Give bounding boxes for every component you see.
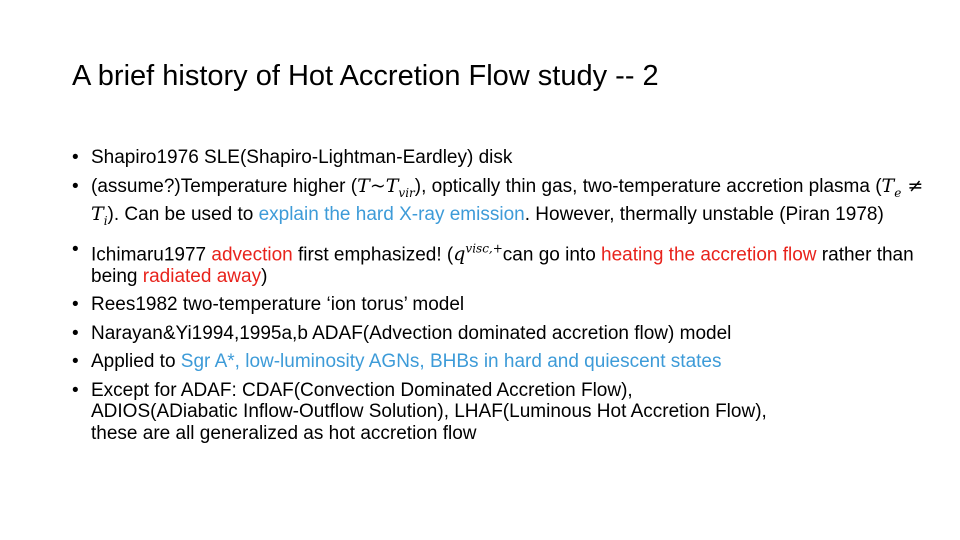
math-subscript: e	[894, 185, 902, 200]
math-superscript: visc,+	[465, 242, 503, 257]
bullet-line: Except for ADAF: CDAF(Convection Dominated Accretion Flow),	[91, 379, 633, 401]
math-symbol: T	[357, 174, 370, 197]
bullet-ichimaru	[72, 239, 932, 287]
math-operator: ~	[369, 174, 386, 197]
bullet-text: rather than being	[91, 244, 914, 287]
bullet-applied	[72, 351, 932, 373]
bullet-text: )	[261, 265, 268, 287]
math-t-sim-tvir	[357, 174, 415, 200]
bullet-narayan	[72, 323, 932, 345]
bullet-text: (assume?)Temperature higher (	[91, 175, 358, 197]
highlight-advection: advection	[211, 244, 293, 266]
math-symbol: q	[453, 243, 466, 266]
bullet-line: these are all generalized as hot accretion flow	[91, 422, 477, 444]
math-symbol: T	[385, 174, 399, 197]
bullet-rees	[72, 294, 932, 316]
bullet-except-adaf	[72, 380, 932, 445]
bullet-text: first emphasized! (	[292, 244, 454, 266]
bullet-text: Ichimaru1977	[91, 244, 212, 266]
bullet-text: Rees1982 two-temperature ‘ion torus’ model	[91, 294, 465, 316]
math-subscript: vir	[398, 185, 415, 200]
bullet-text: ), optically thin gas, two-temperature accretion plasma (	[414, 175, 882, 197]
math-subscript: i	[103, 213, 108, 228]
math-symbol: T	[881, 174, 895, 197]
bullet-sle-disk	[72, 147, 932, 169]
highlight-applications: Sgr A*, low-luminosity AGNs, BHBs in hard and quiescent states	[180, 351, 722, 373]
bullet-text: Shapiro1976 SLE(Shapiro-Lightman-Eardley) disk	[91, 147, 513, 168]
highlight-heating: heating the accretion flow	[601, 244, 817, 266]
bullet-text: ). Can be used to	[107, 203, 259, 225]
math-operator: ≠	[901, 174, 924, 197]
highlight-radiated: radiated away	[142, 265, 262, 287]
bullet-text: Applied to	[91, 351, 181, 373]
bullet-text: Narayan&Yi1994,1995a,b ADAF(Advection dominated accretion flow) model	[91, 322, 732, 344]
bullet-temperature	[72, 176, 932, 233]
bullet-list	[72, 147, 932, 451]
math-q-visc	[453, 243, 503, 265]
highlight-hard-xray: explain the hard X-ray emission	[258, 203, 525, 225]
math-symbol: T	[91, 202, 104, 225]
bullet-text: . However, thermally unstable (Piran 1978)	[524, 203, 884, 225]
slide-title: A brief history of Hot Accretion Flow study -- 2	[72, 60, 659, 92]
bullet-line: ADIOS(ADiabatic Inflow-Outflow Solution), LHAF(Luminous Hot Accretion Flow),	[91, 401, 767, 423]
bullet-text: can go into	[502, 244, 602, 266]
